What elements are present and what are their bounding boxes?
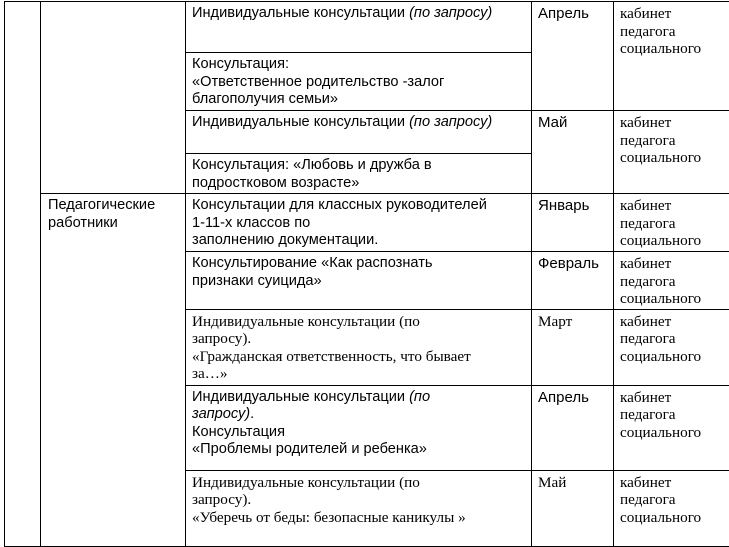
activity-cell: Индивидуальные консультации (по запросу). «Гражданская ответственность, что бывает за…» xyxy=(186,309,532,385)
group-cell: Педагогические работники xyxy=(41,194,186,547)
month-cell: Май xyxy=(532,111,614,194)
location-cell: кабинет педагога социального xyxy=(614,309,729,385)
table-row xyxy=(5,194,729,252)
location-cell: кабинет педагога социального xyxy=(614,111,729,194)
month-cell: Февраль xyxy=(532,252,614,310)
index-cell xyxy=(5,2,41,547)
table-row xyxy=(5,2,729,53)
activity-cell: Индивидуальные консультации (по запросу) xyxy=(186,2,532,53)
location-cell: кабинет педагога социального xyxy=(614,2,729,111)
location-cell: кабинет педагога социального xyxy=(614,470,729,546)
location-cell: кабинет педагога социального xyxy=(614,194,729,252)
activity-cell: Консультация: «Ответственное родительство -залог благополучия семьи» xyxy=(186,53,532,111)
location-cell: кабинет педагога социального xyxy=(614,385,729,470)
activity-cell: Консультирование «Как распознать признаки суицида» xyxy=(186,252,532,310)
activity-cell: Индивидуальные консультации (по запросу). Консультация «Проблемы родителей и ребенка» xyxy=(186,385,532,470)
month-cell: Январь xyxy=(532,194,614,252)
activity-cell: Консультации для классных руководителей 1-11-х классов по заполнению документации. xyxy=(186,194,532,252)
group-cell-empty xyxy=(41,2,186,194)
location-cell: кабинет педагога социального xyxy=(614,252,729,310)
month-cell: Май xyxy=(532,470,614,546)
activity-cell: Индивидуальные консультации (по запросу). «Уберечь от беды: безопасные каникулы » xyxy=(186,470,532,546)
month-cell: Апрель xyxy=(532,2,614,111)
activity-cell: Индивидуальные консультации (по запросу) xyxy=(186,111,532,154)
month-cell: Апрель xyxy=(532,385,614,470)
activity-cell: Консультация: «Любовь и дружба в подростковом возрасте» xyxy=(186,154,532,194)
schedule-table xyxy=(4,1,729,547)
month-cell: Март xyxy=(532,309,614,385)
